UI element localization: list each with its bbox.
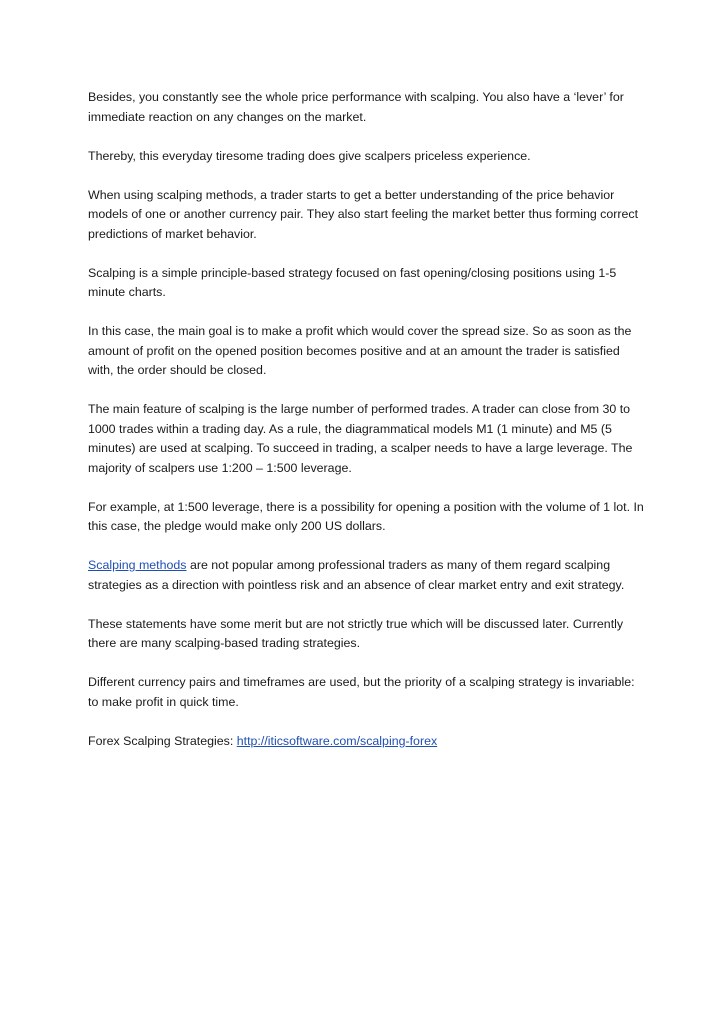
paragraph-priceless-experience: Thereby, this everyday tiresome trading does give scalpers priceless experience. (88, 148, 531, 163)
paragraph-scalping-lever: Besides, you constantly see the whole price performance with scalping. You also have a ‘lever’ for immediate reaction on any changes on the market. (88, 90, 624, 124)
paragraph-simple-strategy: Scalping is a simple principle-based strategy focused on fast opening/closing positions using 1-5 minute charts. (88, 265, 617, 299)
paragraph-statements-merit: These statements have some merit but are not strictly true which will be discussed later. Currently there are many scalping-based trading strategies. (88, 616, 624, 650)
paragraph-scalping-methods (88, 556, 648, 595)
paragraph-forex-strategies (88, 732, 648, 752)
paragraph-main-goal: In this case, the main goal is to make a profit which would cover the spread size. So as soon as the amount of profit on the opened position becomes positive and at an amount the trader is satisfied with, the order should be closed. (88, 324, 632, 377)
paragraph-price-behavior: When using scalping methods, a trader starts to get a better understanding of the price behavior models of one or another currency pair. They also start feeling the market better thus forming correct predictions of market behavior. (88, 187, 639, 241)
paragraph-main-feature: The main feature of scalping is the large number of performed trades. A trader can close from 30 to 1000 trades within a trading day. As a rule, the diagrammatical models M1 (1 minute) and M5 (5 minutes) are used at scalping. To succeed in trading, a scalper needs to have a large leverage. The majority of scalpers use 1:200 – 1:500 leverage. (88, 402, 633, 475)
paragraph-leverage-example: For example, at 1:500 leverage, there is a possibility for opening a position with the volume of 1 lot. In this case, the pledge would make only 200 US dollars. (88, 499, 644, 533)
forex-strategies-url-link[interactable]: http://iticsoftware.com/scalping-forex (236, 733, 438, 748)
scalping-methods-text: are not popular among professional traders as many of them regard scalping strategies as a direction with pointless risk and an absence of clear market entry and exit strategy. (88, 558, 625, 592)
scalping-methods-link[interactable]: Scalping methods (88, 558, 187, 572)
document-body (88, 88, 648, 771)
paragraph-currency-pairs: Different currency pairs and timeframes are used, but the priority of a scalping strategy is invariable: to make profit in quick time. (88, 675, 635, 709)
forex-strategies-label: Forex Scalping Strategies: (88, 733, 237, 748)
